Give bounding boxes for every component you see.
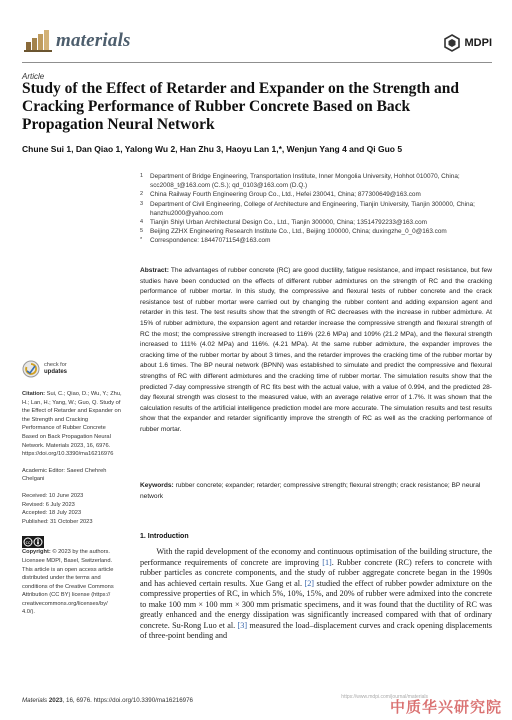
intro-text-3: studied the effect of rubber powder admixture on the compressive properties of RC, in which 5%, 10%, 15%, and 20% of rubber were admixed into the concrete to make 100 mm × 100 mm × 300 mm prismatic specimens, and it was found that the ductility of RC was greatly enhanced and the energy dissipation was significantly increased compared with that of ordinary concrete. Su-Rong Luo et al. bbox=[140, 578, 493, 630]
published-date: Published: 31 October 2023 bbox=[22, 518, 93, 525]
affiliation-item bbox=[140, 172, 492, 190]
publication-dates bbox=[22, 492, 122, 526]
mdpi-logo[interactable] bbox=[443, 32, 493, 54]
affiliation-text: Tianjin Shiyi Urban Architectural Design Co., Ltd., Tianjin 300000, China; 13514792233@163.com bbox=[150, 219, 427, 227]
footer-year: 2023 bbox=[48, 697, 63, 704]
author-list: Chune Sui 1, Dan Qiao 1, Yalong Wu 2, Han Zhu 3, Haoyu Lan 1,*, Wenjun Yang 4 and Qi Guo 5 bbox=[22, 144, 403, 154]
citation-link[interactable]: [2] bbox=[304, 578, 315, 588]
footer-journal: Materials bbox=[22, 697, 48, 704]
affiliation-item bbox=[140, 236, 492, 245]
affiliation-number: 4 bbox=[140, 219, 144, 226]
citation-text: Sui, C.; Qiao, D.; Wu, Y.; Zhu, H.; Lan, H.; Yang, W.; Guo, Q. Study of the Effect of Retarder and Expander on the Strength and Cracking Performance of Rubber Concrete Based on Back Propagation Neural Network. Materials 2023, 16, 6976. https://doi.org/10.3390/ma16216976 bbox=[22, 391, 122, 458]
affiliation-number: 3 bbox=[140, 200, 144, 207]
watermark-text: 中质华兴研究院 bbox=[389, 698, 502, 716]
intro-text-2: . Rubber concrete (RC) refers to concrete with rubber particles as concrete components, and the study of rubber aggregate concrete began in the 1990s and has achieved certain results. Xue Gang et al. bbox=[140, 557, 492, 588]
copyright-label: Copyright: bbox=[22, 549, 51, 556]
revised-date: Revised: 6 July 2023 bbox=[22, 501, 75, 508]
affiliation-text: China Railway Fourth Engineering Group Co., Ltd., Hefei 230041, China; 877300649@163.com bbox=[150, 191, 421, 199]
check-for-updates-line2: updates bbox=[44, 369, 68, 375]
abstract-label: Abstract: bbox=[140, 267, 169, 274]
citation-link[interactable]: [3] bbox=[237, 620, 248, 630]
sidebar-metadata bbox=[22, 360, 122, 625]
keywords bbox=[140, 481, 492, 502]
abstract-text: The advantages of rubber concrete (RC) are good ductility, fatigue resistance, and impact resistance, but few studies have been conducted on the effects of different rubber admixtures on the strength of RC and the cracking performance of rubber mortar. In this study, the compressive and flexural tests of rubber concrete and the crack resistance test of rubber mortar were carried out by changing the rubber content and adding expansion agent and retarder in this test. The test results show that the strength of RC decreases with the increase in rubber admixture. At 15% of rubber admixture, the expansion agent and retarder increase the compressive strength and flexural strength of RC the most; the compressive strength increased to 116% (22.6 MPa) and 109% (21.2 MPa), and the flexural strength increased to 111% (4.02 MPa) and 116%. (4.21 MPa). At the same rubber admixture, the expander improves the cracking time of the rubber mortar by about 3 times, and the retarder improves the cracking time of the rubber mortar by about 1.6 times. The BP neural network (BPNN) was established to simulate and predict the compressive and flexural strengths of RC with different admixtures and the cracking time of rubber mortar. The simulation results show that the predicted 7-day compressive strength of RC fits best with the actual value, with a value of 0.994, and the predicted 28-day flexural strength was closest to the measured value, with an average relative error of 1.7%. It was shown that the calculation results of the artificial intelligence prediction model are more accurate. The simulation results and test results show that the expander and retarder significantly improve the strength of RC as well as the cracking performance of rubber mortar. bbox=[140, 267, 492, 433]
check-for-updates-button[interactable] bbox=[22, 360, 122, 378]
citation-block bbox=[22, 390, 122, 459]
affiliation-item bbox=[140, 190, 492, 199]
affiliation-number: 2 bbox=[140, 191, 144, 198]
affiliation-text: Department of Civil Engineering, College of Architecture and Engineering, Tianjin University, Tianjin 300000, China; hanzhu2000@yahoo.com bbox=[150, 200, 475, 217]
check-for-updates-icon bbox=[22, 360, 40, 378]
page-footer bbox=[22, 697, 193, 704]
check-for-updates-label bbox=[44, 362, 67, 375]
intro-text-1: With the rapid development of the economy and continuous optimisation of the building structure, the performance requirements of concrete are improving bbox=[140, 547, 492, 567]
svg-text:cc: cc bbox=[25, 541, 31, 547]
section-heading: 1. Introduction bbox=[140, 533, 189, 540]
affiliation-item bbox=[140, 200, 492, 218]
article-title: Study of the Effect of Retarder and Expander on the Strength and Cracking Performance of Rubber Concrete Based on Back Propagation Neural Network bbox=[22, 80, 460, 133]
affiliation-number: 1 bbox=[140, 173, 144, 179]
affiliation-text: Department of Bridge Engineering, Transportation Institute, Inner Mongolia University, Hohhot 010070, China; scc2008_t@163.com (C.S.); qd_0103@163.com (D.Q.) bbox=[150, 173, 460, 190]
academic-editor: Academic Editor: Saeed Chehreh Chelgani bbox=[22, 467, 107, 483]
keywords-text: rubber concrete; expander; retarder; compressive strength; flexural strength; crack resistance; BP neural network bbox=[140, 482, 481, 500]
abstract bbox=[140, 266, 492, 436]
keywords-label: Keywords: bbox=[140, 482, 174, 489]
header-divider bbox=[22, 62, 492, 63]
materials-logo-icon bbox=[24, 28, 52, 52]
correspondence-text: Correspondence: 18447071154@163.com bbox=[150, 237, 271, 245]
creative-commons-icon[interactable] bbox=[22, 536, 44, 548]
copyright-block bbox=[22, 536, 122, 548]
citation-link[interactable]: [1] bbox=[322, 557, 332, 567]
copyright-body: © 2023 by the authors. Licensee MDPI, Basel, Switzerland. This article is an open access article distributed under the terms and conditions of the Creative Commons Attribution (CC BY) license (https:// creativecommons.org/licenses/by/ 4.0/). bbox=[22, 549, 114, 616]
intro-text-4: measured the load–displacement curves and crack opening displacements of three-point bending and bbox=[140, 620, 492, 640]
received-date: Received: 10 June 2023 bbox=[22, 492, 84, 499]
footer-journal-url[interactable]: https://www.mdpi.com/journal/materials bbox=[341, 694, 428, 700]
article-type: Article bbox=[22, 72, 45, 81]
affiliation-text: Beijing ZZHX Engineering Research Institute Co., Ltd., Beijing 100000, China; duxingzhe_0_0@163.com bbox=[150, 228, 447, 236]
affiliation-item bbox=[140, 227, 492, 236]
journal-name: materials bbox=[56, 30, 131, 51]
affiliations bbox=[140, 172, 492, 246]
affiliation-number: * bbox=[140, 237, 143, 244]
footer-citation: , 16, 6976. https://doi.org/10.3390/ma16216976 bbox=[62, 697, 193, 704]
affiliation-item bbox=[140, 218, 492, 227]
affiliation-number: 5 bbox=[140, 228, 144, 235]
check-for-updates-line1: check for bbox=[44, 362, 67, 369]
mdpi-logo-text: MDPI bbox=[464, 37, 492, 49]
copyright-text bbox=[22, 548, 122, 617]
accepted-date: Accepted: 18 July 2023 bbox=[22, 510, 82, 517]
mdpi-hexagon-icon bbox=[443, 34, 461, 52]
introduction-paragraph bbox=[140, 547, 492, 642]
journal-header bbox=[22, 22, 492, 58]
citation-label: Citation: bbox=[22, 391, 46, 397]
